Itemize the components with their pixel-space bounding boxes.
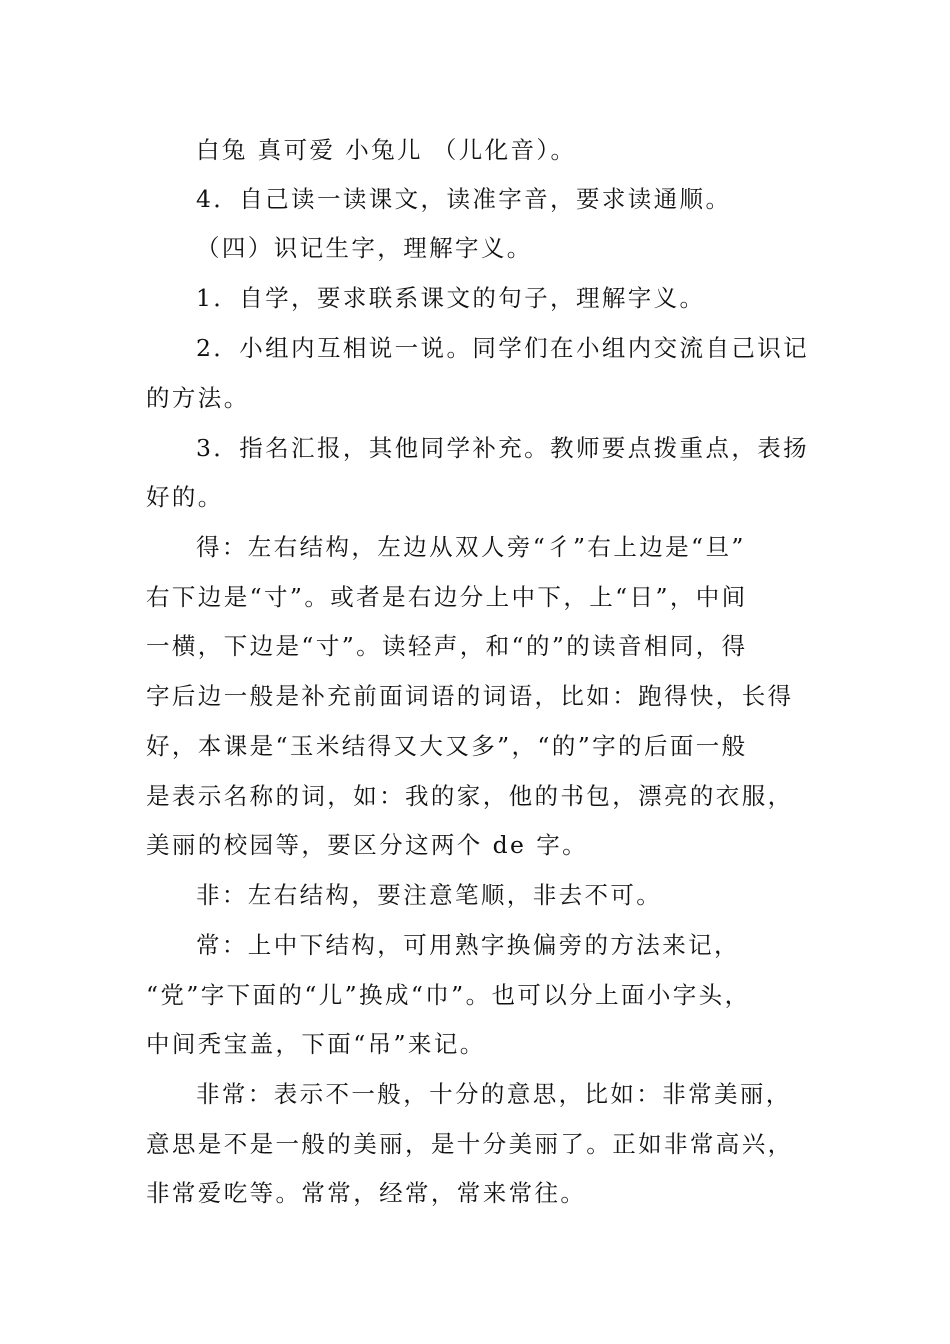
section-heading: （四）识记生字，理解字义。 (196, 234, 533, 262)
text-line: 2．小组内互相说一说。同学们在小组内交流自己识记 (196, 334, 810, 362)
text-line: 非：左右结构，要注意笔顺，非去不可。 (196, 881, 663, 909)
text-line: 非常：表示不一般，十分的意思，比如：非常美丽， (196, 1080, 792, 1108)
text-line: 意思是不是一般的美丽，是十分美丽了。正如非常高兴， (146, 1130, 794, 1158)
text-line: “党”字下面的“儿”换成“巾”。也可以分上面小字头， (146, 981, 751, 1009)
text-line: 得：左右结构，左边从双人旁“彳”右上边是“旦” (196, 533, 746, 561)
text-line: 白兔 真可爱 小兔儿 （儿化音）。 (196, 136, 577, 164)
text-line: 3．指名汇报，其他同学补充。教师要点拨重点，表扬 (196, 434, 810, 462)
text-line: 1．自学，要求联系课文的句子，理解字义。 (196, 284, 706, 312)
text-line: 字后边一般是补充前面词语的词语，比如：跑得快，长得 (146, 682, 794, 710)
text-line: 常：上中下结构，可用熟字换偏旁的方法来记， (196, 931, 740, 959)
text-line: 4．自己读一读课文，读准字音，要求读通顺。 (196, 185, 732, 213)
text-line: 是表示名称的词，如：我的家，他的书包，漂亮的衣服， (146, 782, 794, 810)
text-line: 一横，下边是“寸”。读轻声，和“的”的读音相同，得 (146, 632, 748, 660)
text-line: 非常爱吃等。常常，经常，常来常往。 (146, 1179, 587, 1207)
text-line: 的方法。 (146, 384, 250, 412)
text-line: 好，本课是“玉米结得又大又多”，“的”字的后面一般 (146, 732, 748, 760)
text-line: 右下边是“寸”。或者是右边分上中下，上“日”，中间 (146, 583, 748, 611)
text-line: 美丽的校园等，要区分这两个 de 字。 (146, 831, 588, 859)
text-line: 中间秃宝盖，下面“吊”来记。 (146, 1030, 486, 1058)
text-line: 好的。 (146, 483, 224, 511)
